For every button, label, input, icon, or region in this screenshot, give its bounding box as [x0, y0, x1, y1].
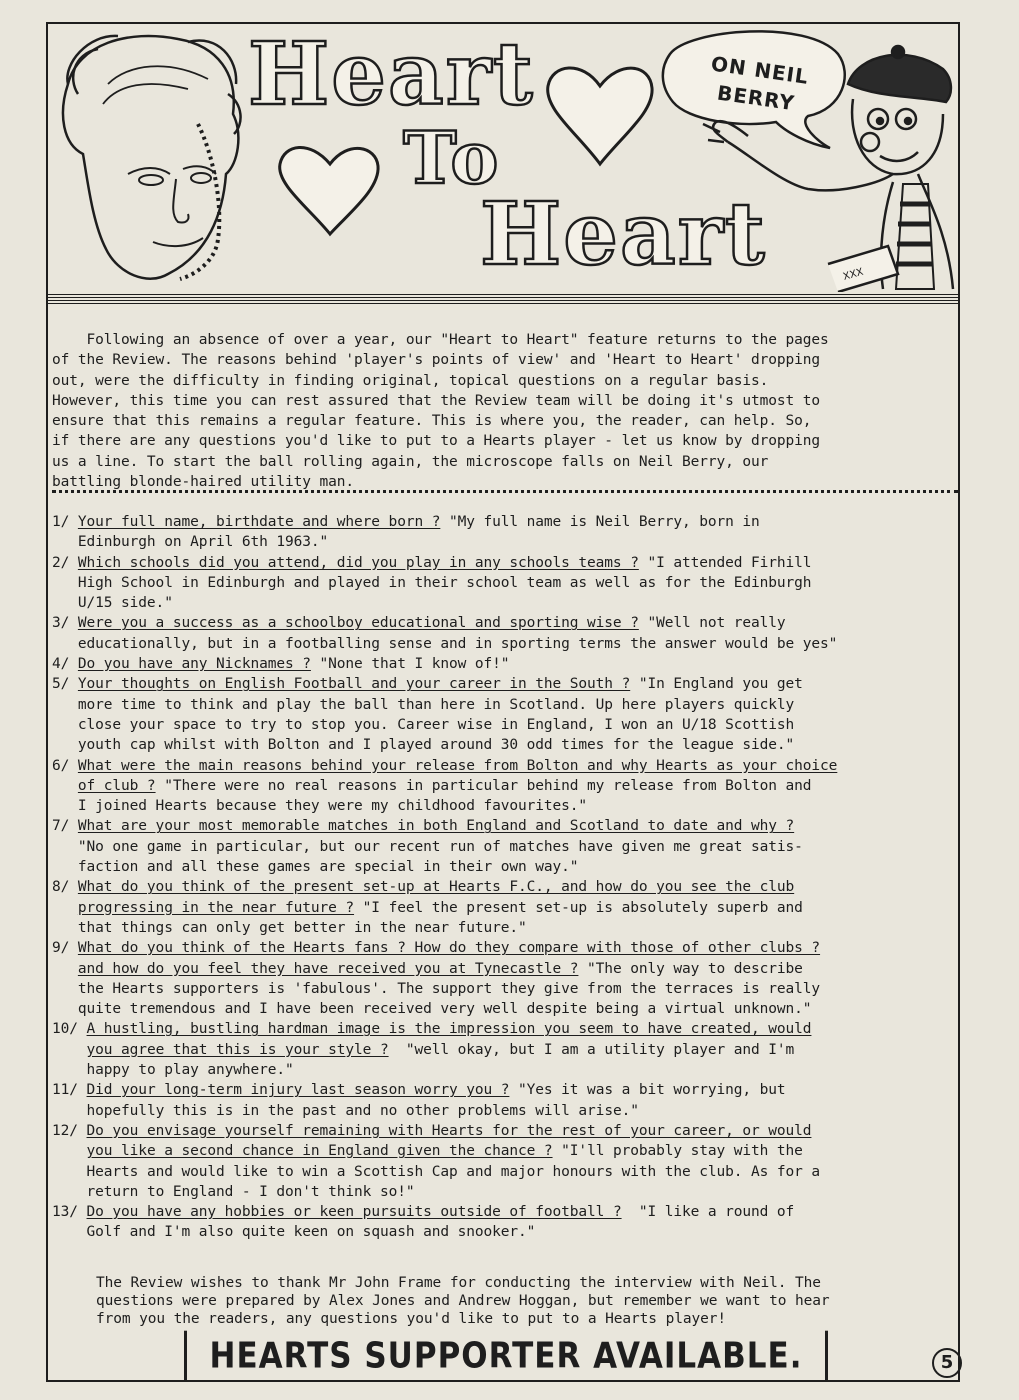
answer-text: Edinburgh on April 6th 1963."	[77, 534, 329, 551]
intro-line: out, were the difficulty in finding original, topical questions on a regular basis.	[52, 372, 769, 389]
bubble-line-1: ON NEIL	[709, 51, 811, 89]
answer-text: return to England - I don't think so!"	[86, 1183, 415, 1200]
question-number: 11/	[52, 1082, 87, 1099]
question-text: you like a second chance in England given the chance ?	[86, 1143, 553, 1160]
question-text: Do you have any hobbies or keen pursuits outside of football ?	[86, 1204, 622, 1221]
indent	[52, 778, 78, 794]
intro-line: battling blonde-haired utility man.	[52, 474, 355, 491]
closing-paragraph	[96, 1274, 956, 1328]
indent	[52, 717, 78, 733]
qa-line	[52, 1121, 957, 1141]
answer-text: "Yes it was a bit worrying, but	[509, 1082, 786, 1099]
answer-text: "I like a round of	[621, 1204, 795, 1221]
qa-line	[52, 898, 957, 918]
answer-text: Hearts and would like to win a Scottish Cap and major honours with the club. As for a	[86, 1163, 821, 1180]
question-text: Your full name, birthdate and where born ?	[77, 514, 441, 530]
player-portrait-icon	[63, 36, 241, 279]
qa-line	[52, 979, 957, 999]
indent	[52, 575, 78, 591]
dotted-divider	[52, 490, 958, 493]
answer-text: youth cap whilst with Bolton and I played around 30 odd times for the league side."	[77, 737, 795, 754]
question-text: Do you envisage yourself remaining with Hearts for the rest of your career, or would	[86, 1122, 812, 1139]
answer-text: faction and all these games are special in their own way."	[77, 859, 579, 876]
question-text: What do you think of the Hearts fans ? How do they compare with those of other clubs ?	[77, 940, 821, 957]
question-text: of club ?	[77, 777, 156, 794]
question-number: 12/	[52, 1122, 87, 1139]
qa-line	[52, 1040, 957, 1060]
question-number: 3/	[52, 615, 78, 632]
indent	[52, 920, 78, 936]
question-number: 5/	[52, 676, 78, 693]
answer-text: "I feel the present set-up is absolutely superb and	[354, 899, 803, 916]
intro-paragraph	[52, 330, 957, 492]
indent	[52, 1062, 87, 1078]
answer-text: "My full name is Neil Berry, born in	[440, 514, 760, 530]
title-word-heart-2: Heart	[480, 184, 767, 285]
qa-line	[52, 1141, 957, 1161]
intro-line: of the Review. The reasons behind 'player's points of view' and 'Heart to Heart' dropping	[52, 352, 821, 369]
question-text: What were the main reasons behind your release from Bolton and why Hearts as your choice	[77, 757, 838, 774]
question-text: Which schools did you attend, did you play in any schools teams ?	[77, 554, 639, 571]
qa-line	[52, 1060, 957, 1080]
qa-line	[52, 512, 957, 532]
answer-text: "well okay, but I am a utility player and I'm	[388, 1041, 795, 1058]
answer-text: "No one game in particular, but our recent run of matches have given me great satis-	[77, 838, 803, 855]
intro-line: us a line. To start the ball rolling again, the microscope falls on Neil Berry, our	[52, 453, 769, 470]
header-banner	[48, 24, 958, 292]
question-number: 4/	[52, 656, 78, 673]
question-text: Did your long-term injury last season worry you ?	[86, 1082, 510, 1099]
question-number: 8/	[52, 879, 78, 896]
qa-line	[52, 837, 957, 857]
indent	[52, 1224, 87, 1240]
indent	[52, 1143, 87, 1159]
qa-line	[52, 573, 957, 593]
qa-line	[52, 1019, 957, 1039]
answer-text: "None that I know of!"	[310, 656, 510, 673]
qa-line	[52, 756, 957, 776]
qa-line	[52, 593, 957, 613]
qa-line	[52, 553, 957, 573]
answer-text: quite tremendous and I have been received very well despite being a virtual unknown."	[77, 1001, 812, 1018]
answer-text: "I'll probably stay with the	[552, 1143, 803, 1160]
heart-outline-icon	[280, 147, 378, 234]
indent	[52, 1042, 87, 1058]
qa-line	[52, 999, 957, 1019]
qa-line	[52, 938, 957, 958]
qa-line	[52, 796, 957, 816]
question-number: 13/	[52, 1204, 87, 1221]
indent	[52, 798, 78, 814]
answer-text: more time to think and play the ball than here in Scotland. Up here players quickly	[77, 696, 795, 713]
question-number: 1/	[52, 514, 78, 530]
question-number: 9/	[52, 940, 78, 957]
qa-line	[52, 857, 957, 877]
question-number: 6/	[52, 757, 78, 774]
indent	[52, 1184, 87, 1200]
answer-text: Golf and I'm also quite keen on squash and snooker."	[86, 1224, 536, 1241]
closing-line: The Review wishes to thank Mr John Frame for conducting the interview with Neil. The	[96, 1275, 821, 1291]
qa-line	[52, 654, 957, 674]
answer-text: close your space to try to stop you. Career wise in England, I won an U/18 Scottish	[77, 716, 795, 733]
answer-text: U/15 side."	[77, 595, 173, 612]
qa-line	[52, 1101, 957, 1121]
answer-text: hopefully this is in the past and no other problems will arise."	[86, 1102, 639, 1119]
question-text: Your thoughts on English Football and your career in the South ?	[77, 676, 631, 693]
question-number: 10/	[52, 1021, 87, 1038]
answer-text: High School in Edinburgh and played in their school team as well as for the Edinburgh	[77, 574, 812, 591]
question-text: you agree that this is your style ?	[86, 1041, 389, 1058]
qa-line	[52, 816, 957, 836]
question-number: 7/	[52, 818, 78, 835]
page-number: 5	[932, 1348, 962, 1378]
qa-line	[52, 1202, 957, 1222]
intro-line: ensure that this remains a regular feature. This is where you, the reader, can help. So,	[52, 413, 812, 430]
question-text: Were you a success as a schoolboy educational and sporting wise ?	[77, 615, 639, 632]
indent	[52, 961, 78, 977]
indent	[52, 1103, 87, 1119]
answer-text: "I attended Firhill	[638, 554, 812, 571]
answer-text: I joined Hearts because they were my childhood favourites."	[77, 798, 588, 815]
answer-text: "In England you get	[630, 676, 803, 693]
indent	[52, 595, 78, 611]
question-text: A hustling, bustling hardman image is the impression you seem to have created, would	[86, 1021, 812, 1038]
indent	[52, 859, 78, 875]
qa-line	[52, 695, 957, 715]
qa-line	[52, 613, 957, 633]
question-number: 2/	[52, 554, 78, 571]
intro-line: Following an absence of over a year, our "Heart to Heart" feature returns to the pages	[52, 332, 829, 348]
indent	[52, 981, 78, 997]
indent	[52, 636, 78, 652]
heart-outline-icon	[548, 68, 652, 164]
indent	[52, 900, 78, 916]
intro-line: if there are any questions you'd like to put to a Hearts player - let us know by dropping	[52, 433, 821, 450]
closing-line: questions were prepared by Alex Jones and Andrew Hoggan, but remember we want to hear	[96, 1293, 830, 1309]
indent	[52, 737, 78, 753]
qa-line	[52, 1222, 957, 1242]
title-word-heart: Heart	[248, 24, 535, 125]
answer-text: the Hearts supporters is 'fabulous'. The support they give from the terraces is really	[77, 980, 821, 997]
question-text: Do you have any Nicknames ?	[77, 656, 311, 673]
question-text: and how do you feel they have received you at Tynecastle ?	[77, 960, 579, 977]
qa-line	[52, 959, 957, 979]
indent	[52, 1164, 87, 1180]
qa-line	[52, 735, 957, 755]
closing-line: from you the readers, any questions you'd like to put to a Hearts player!	[96, 1311, 726, 1327]
qa-line	[52, 1080, 957, 1100]
answer-text: "There were no real reasons in particular behind my release from Bolton and	[155, 777, 812, 794]
question-text: progressing in the near future ?	[77, 899, 355, 916]
qa-line	[52, 776, 957, 796]
indent	[52, 534, 78, 550]
indent	[52, 1001, 78, 1017]
intro-line: However, this time you can rest assured that the Review team will be doing it's utmost to	[52, 392, 821, 409]
qa-line	[52, 715, 957, 735]
qa-line	[52, 877, 957, 897]
header-rule	[48, 294, 958, 306]
qa-line	[52, 674, 957, 694]
answer-text: "The only way to describe	[578, 960, 803, 977]
hearts-supporter-banner: HEARTS SUPPORTER AVAILABLE.	[184, 1331, 828, 1382]
qa-line	[52, 634, 957, 654]
qa-line	[52, 918, 957, 938]
indent	[52, 697, 78, 713]
title-word-to: To	[403, 115, 501, 200]
interview-questions	[52, 512, 957, 1243]
bubble-line-2: BERRY	[715, 80, 797, 116]
svg-text:XXX: XXX	[841, 266, 865, 283]
qa-line	[52, 1162, 957, 1182]
answer-text: "Well not really	[638, 615, 786, 632]
answer-text: educationally, but in a footballing sense and in sporting terms the answer would be yes"	[77, 635, 838, 652]
indent	[52, 839, 78, 855]
qa-line	[52, 1182, 957, 1202]
answer-text: that things can only get better in the near future."	[77, 919, 527, 936]
qa-line	[52, 532, 957, 552]
answer-text: happy to play anywhere."	[86, 1062, 294, 1079]
question-text: What do you think of the present set-up at Hearts F.C., and how do you see the club	[77, 879, 795, 896]
question-text: What are your most memorable matches in both England and Scotland to date and why ?	[77, 818, 795, 835]
